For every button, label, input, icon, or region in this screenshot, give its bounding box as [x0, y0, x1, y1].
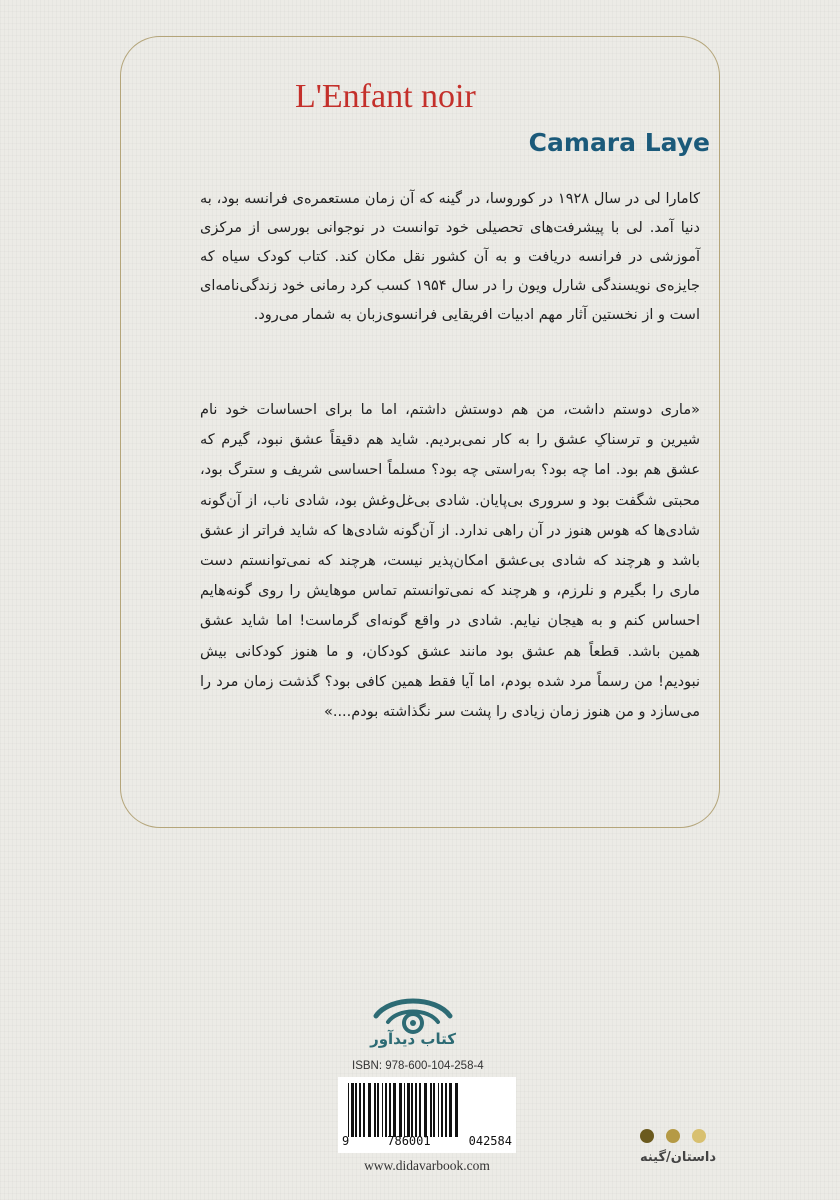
barcode-bar [433, 1083, 435, 1137]
barcode-bar [430, 1083, 432, 1137]
barcode-bar [393, 1083, 396, 1137]
barcode-bar [374, 1083, 376, 1137]
barcode-bar [411, 1083, 413, 1137]
barcode-digit-group: 786001 [387, 1134, 431, 1148]
barcode [338, 1077, 516, 1153]
barcode-bar [449, 1083, 452, 1137]
barcode-bar [363, 1083, 365, 1137]
barcode-bar [445, 1083, 447, 1137]
barcode-bar [441, 1083, 443, 1137]
barcode-bar [377, 1083, 379, 1137]
series-dots [640, 1129, 706, 1143]
book-title: L'Enfant noir [295, 78, 476, 115]
author-bio-paragraph: کامارا لی در سال ۱۹۲۸ در کوروسا، در گینه که آن زمان مستعمره‌ی فرانسه بود، به دنیا آمد. لی با پیشرفت‌های تحصیلی خود توانست در نوجوانی بورسی از مرکزی آموزشی در فرانسه دریافت و به آن کشور نقل مکان کند. کتاب کودک سیاه که جایزه‌ی نویسندگی شارل ویون را در سال ۱۹۵۴ کسب کرد رمانی خود زندگی‌نامه‌ای است و از نخستین آثار مهم ادبیات افریقایی فرانسوی‌زبان به شمار می‌رود. [200, 191, 700, 323]
series-dot [640, 1129, 654, 1143]
barcode-bar [351, 1083, 354, 1137]
barcode-digits [342, 1134, 512, 1148]
barcode-bar [407, 1083, 410, 1137]
barcode-bar [404, 1083, 405, 1137]
barcode-bar [389, 1083, 391, 1137]
excerpt-quote-paragraph: «ماری دوستم داشت، من هم دوستش داشتم، اما ما برای احساسات خود نام شیرین و ترسناکِ عشق را به کار نمی‌بردیم. شاید هم دقیقاً عشق نبود، گیرم که عشق هم بود. اما چه بود؟ به‌راستی چه بود؟ مسلماً احساسی شریف و سترگ بود، محبتی شگفت بود و سروری بی‌پایان. شادی بی‌غل‌وغش بود، شادی ناب، از آن‌گونه شادی‌ها که هوس هنوز در آن راهی ندارد. از آن‌گونه شادی‌ها که شاید فراتر از عشق باشد و هرچند که شادی بی‌عشق امکان‌پذیر نیست، هرچند که نمی‌توانستم دست ماری را بگیرم و نلرزم، و هرچند که نمی‌توانستم تماس موهایش را روی گونه‌هایم احساس کنم و به هیجان نیایم. شادی در واقع گونه‌ای گرماست! اما شاید عشق همین باشد. قطعاً هم عشق بود مانند عشق کودکان، و ما هنوز کودکانی بیش نبودیم! من رسماً مرد شده بودم، اما آیا فقط همین کافی بود؟ گذشت زمان مرد را می‌سازد و من هنوز زمان زیادی را پشت سر نگذاشته بودم....» [200, 402, 700, 721]
barcode-bar [399, 1083, 402, 1137]
barcode-bar [359, 1083, 361, 1137]
publisher-website: www.didavarbook.com [364, 1158, 490, 1173]
barcode-bar [438, 1083, 439, 1137]
barcode-bar [368, 1083, 371, 1137]
publisher-name: کتاب دیدآور [370, 1030, 456, 1048]
barcode-bar [455, 1083, 458, 1137]
barcode-bar [355, 1083, 357, 1137]
isbn-label: ISBN: 978-600-104-258-4 [352, 1060, 484, 1072]
series-dot [666, 1129, 680, 1143]
series-dot [692, 1129, 706, 1143]
barcode-bar [382, 1083, 383, 1137]
barcode-digit-group: 9 [342, 1134, 350, 1148]
barcode-digit-group: 042584 [468, 1134, 512, 1148]
series-label: داستان/گینه [639, 1150, 716, 1165]
barcode-bar [424, 1083, 427, 1137]
author-name: Camara Laye [528, 128, 710, 157]
barcode-bar [415, 1083, 417, 1137]
barcode-bar [419, 1083, 421, 1137]
barcode-bar [348, 1083, 349, 1137]
barcode-bars [346, 1083, 508, 1137]
barcode-bar [385, 1083, 387, 1137]
